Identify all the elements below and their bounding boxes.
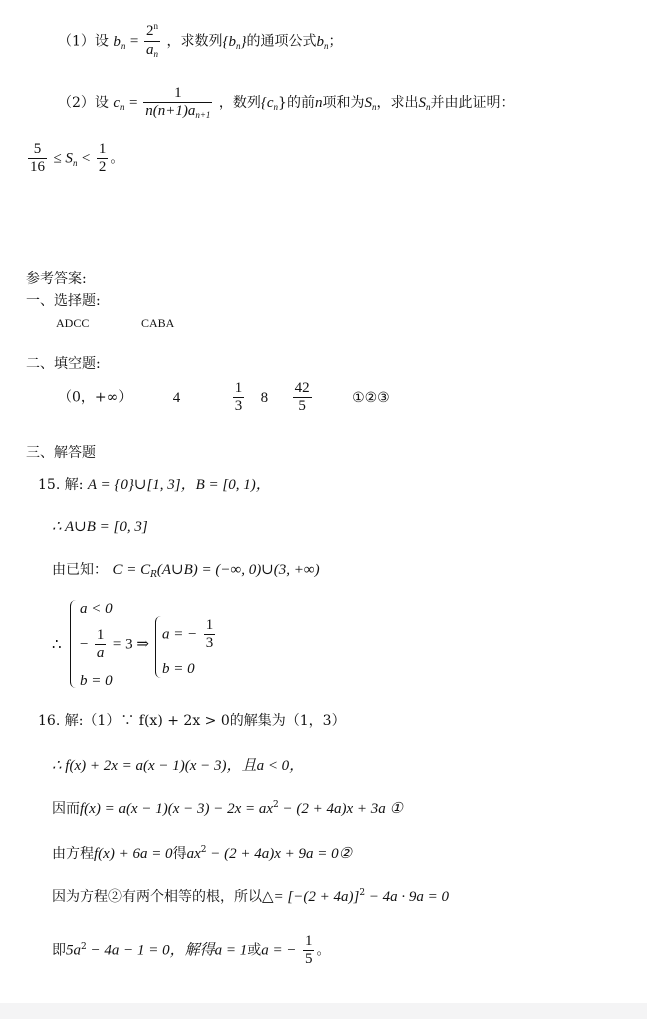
sys-eq2: − $\frac{1}{a}$ = 3 ⇒ (80, 627, 149, 661)
fill-a: （0，+∞） (58, 389, 133, 406)
section3-title: 三、解答题 (26, 445, 96, 461)
choice-answers-a: ADCC (56, 316, 90, 330)
q16-line2: ∴ f(x) + 2x = a(x − 1)(x − 3)，且a < 0， (52, 758, 305, 774)
inequality: $\frac{5}{16}$ ≤ $S_n$ < $\frac{1}{2}$ 。 (30, 141, 125, 175)
fill-e: $\frac{42}{5}$ (294, 380, 310, 414)
section1-title: 一、选择题: (26, 293, 101, 309)
q16-line1: 16. 解:（1）∵ f(x) + 2x > 0的解集为（1，3） (38, 713, 346, 729)
q16-line3: 因而$f(x) = a(x - 1)(x - 3) - 2x = ax^2 - (2 + 4a)x + 3a$ ① (52, 800, 403, 817)
fill-d: 8 (260, 389, 269, 406)
fill-b: 4 (172, 389, 181, 406)
fill-f: ①②③ (352, 389, 390, 406)
answers-heading: 参考答案: (26, 271, 87, 287)
q15-line2: ∴ A∪B = [0, 3] (52, 519, 148, 535)
part1-fraction: $\frac{2^n}{a_n}$ (146, 21, 159, 59)
fill-answers (58, 381, 390, 414)
choice-answers-b: CABA (141, 316, 175, 330)
therefore-sym: ∴ (52, 637, 62, 653)
q16-line6: 即$5a^2 - 4a - 1 = 0$，解得a = 1或a = − $\frac{1}{5}$ 。 (52, 933, 331, 967)
q16-line4: 由方程f(x) + 6a = 0得$ax^2 - (2 + 4a)x + 9a$ = 0② (52, 845, 353, 862)
seq-b: $\{b_n\}$ (222, 33, 247, 51)
sys-res2: b = 0 (162, 661, 195, 677)
problem-part2: （2）设 $c_n$ = $\frac{1}{n(n+1)a_{n+1}}$ ，数列$\{c_n\}$的前n项和为$S_n$，求出$S_n$并由此证明： (58, 85, 515, 120)
sys-eq3: b = 0 (80, 673, 113, 689)
q15-line3: 由已知： $C = C_R(A\cup B)$ = (−∞, 0)∪(3, +∞) (52, 562, 320, 580)
left-brace (70, 600, 77, 688)
section2-title: 二、填空题: (26, 356, 101, 372)
right-brace (155, 616, 162, 678)
problem-part1: （1）设 $b_n$ = $\frac{2^n}{a_n}$ ，求数列$\{b_n\}$的通项公式$b_n$； (58, 21, 343, 59)
bottom-bar (0, 1003, 647, 1019)
part2-fraction: $\frac{1}{n(n+1)a_{n+1}}$ (145, 85, 211, 120)
sys-eq1: a < 0 (80, 601, 113, 617)
part1-label: （1）设 (58, 33, 109, 50)
q16-line5: 因为方程②有两个相等的根，所以△= $[-(2 + 4a)]^2 - 4a \cdot 9a = 0$ (52, 888, 450, 905)
q15-line1: 15. 解: A = {0}∪[1, 3]，B = [0, 1)， (38, 477, 271, 493)
sys-res1: a = − $\frac{1}{3}$ (162, 617, 214, 651)
b-n-symbol: $b_n$ (113, 33, 126, 51)
fill-c: $\frac{1}{3}$ (234, 380, 243, 414)
